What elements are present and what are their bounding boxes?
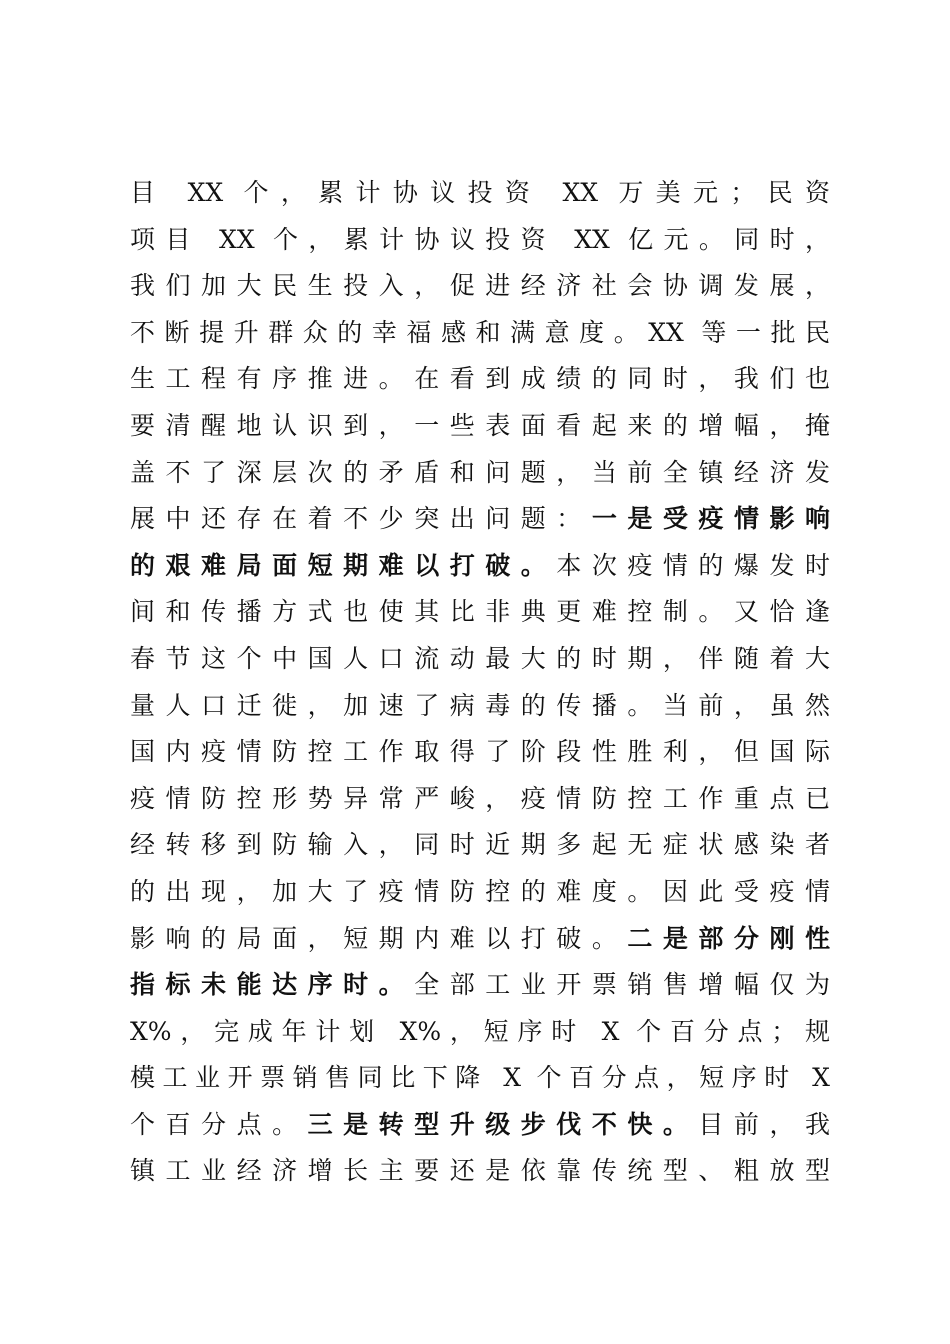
text-line: [130, 263, 830, 310]
body-text-segment: 间和传播方式也使其比非典更难控制。又恰逢: [130, 597, 830, 627]
text-line: [130, 916, 830, 963]
body-text-segment: 不断提升群众的幸福感和满意度。XX 等一批民: [130, 317, 830, 347]
text-line: [130, 543, 830, 590]
text-line: [130, 1009, 830, 1056]
body-text-segment: 项目 XX 个，累计协议投资 XX 亿元。同时，: [130, 224, 830, 254]
body-text-segment: 量人口迁徙，加速了病毒的传播。当前，虽然: [130, 690, 830, 720]
text-line: [130, 869, 830, 916]
body-text-segment: 要清醒地认识到，一些表面看起来的增幅，掩: [130, 410, 830, 440]
text-line: [130, 822, 830, 869]
text-line: [130, 636, 830, 683]
body-text-segment: 春节这个中国人口流动最大的时期，伴随着大: [130, 643, 830, 673]
text-line: [130, 589, 830, 636]
text-line: [130, 1148, 830, 1195]
body-text-segment: 展中还存在着不少突出问题：: [130, 504, 592, 534]
text-line: [130, 683, 830, 730]
body-text-segment: 本次疫情的爆发时: [556, 550, 830, 580]
body-text-segment: 个百分点。: [130, 1109, 308, 1139]
body-text-segment: X%，完成年计划 X%，短序时 X 个百分点；规: [130, 1016, 830, 1046]
text-line: [130, 356, 830, 403]
body-text-segment: 经转移到防输入，同时近期多起无症状感染者: [130, 830, 830, 860]
text-line: [130, 1055, 830, 1102]
bold-heading-text: 三是转型升级步伐不快。: [307, 1109, 699, 1139]
body-text-segment: 的出现，加大了疫情防控的难度。因此受疫情: [130, 876, 830, 906]
body-text-segment: 疫情防控形势异常严峻，疫情防控工作重点已: [130, 783, 830, 813]
body-text-segment: 目 XX 个，累计协议投资 XX 万美元；民资: [130, 178, 830, 207]
text-line: [130, 496, 830, 543]
text-line: [130, 962, 830, 1009]
body-text-segment: 目前，我: [698, 1109, 830, 1139]
text-line: [130, 776, 830, 823]
text-line: [130, 729, 830, 776]
text-line: [130, 1102, 830, 1149]
bold-heading-text: 的艰难局面短期难以打破。: [130, 550, 557, 580]
bold-heading-text: 指标未能达序时。: [130, 970, 415, 1000]
text-line: [130, 310, 830, 357]
bold-heading-text: 一是受疫情影响: [591, 504, 830, 534]
body-text-segment: 全部工业开票销售增幅仅为: [414, 970, 831, 1000]
body-text-segment: 影响的局面，短期内难以打破。: [130, 923, 628, 953]
body-text: [130, 170, 830, 1195]
body-text-segment: 生工程有序推进。在看到成绩的同时，我们也: [130, 364, 830, 394]
body-text-segment: 盖不了深层次的矛盾和问题，当前全镇经济发: [130, 457, 830, 487]
body-text-segment: 国内疫情防控工作取得了阶段性胜利，但国际: [130, 737, 830, 767]
body-text-segment: 镇工业经济增长主要还是依靠传统型、粗放型: [130, 1156, 830, 1186]
bold-heading-text: 二是部分刚性: [627, 923, 830, 953]
text-line: [130, 450, 830, 497]
text-line: [130, 170, 830, 217]
body-text-segment: 模工业开票销售同比下降 X 个百分点，短序时 X: [130, 1063, 830, 1093]
body-text-segment: 我们加大民生投入，促进经济社会协调发展，: [130, 271, 830, 301]
text-line: [130, 403, 830, 450]
text-line: [130, 217, 830, 264]
